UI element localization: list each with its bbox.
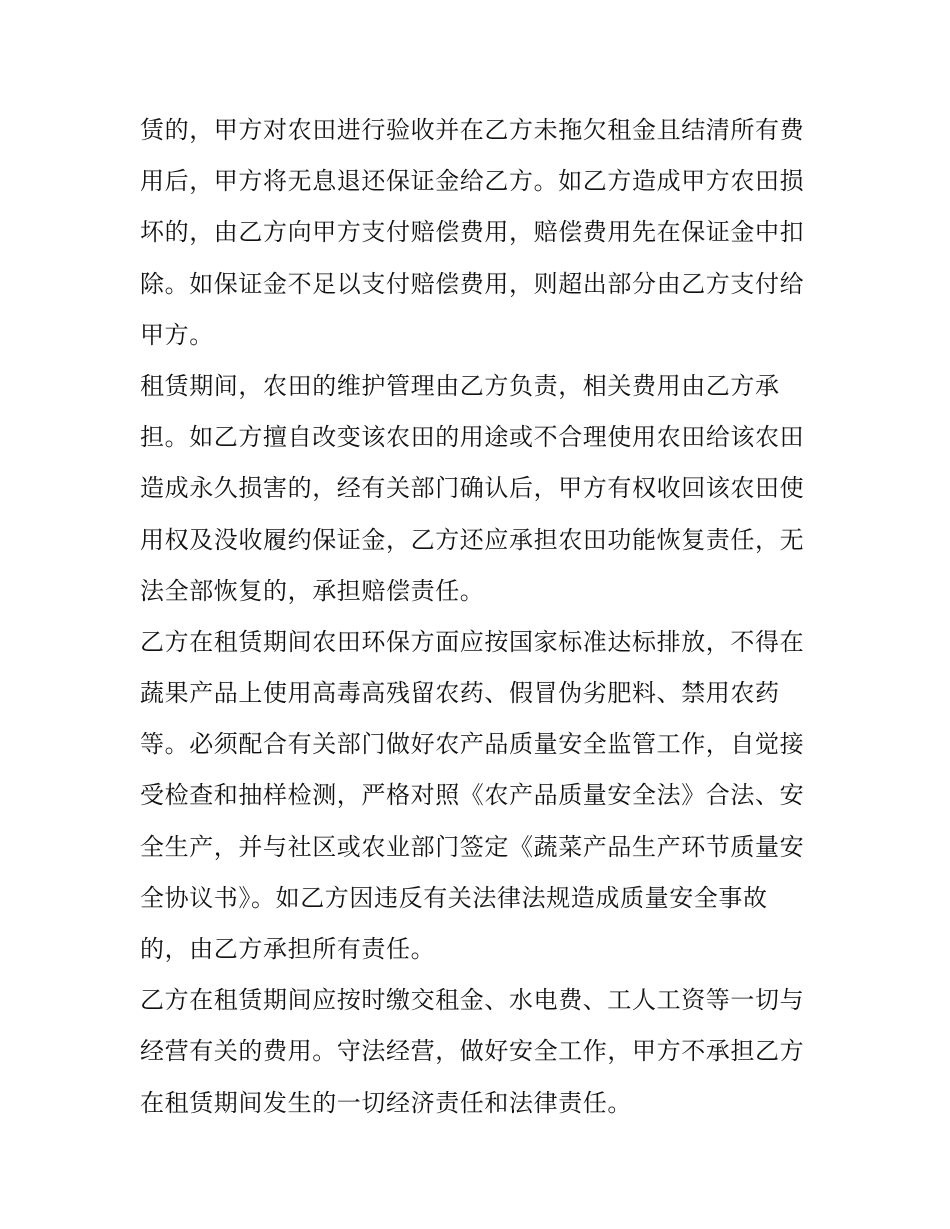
text-line: 用权及没收履约保证金，乙方还应承担农田功能恢复责任，无: [140, 525, 805, 554]
text-line: 用后，甲方将无息退还保证金给乙方。如乙方造成甲方农田损: [140, 167, 805, 196]
text-line: 法全部恢复的，承担赔偿责任。: [140, 576, 485, 605]
text-line: 在租赁期间发生的一切经济责任和法律责任。: [140, 1088, 632, 1117]
text-line: 经营有关的费用。守法经营，做好安全工作，甲方不承担乙方: [140, 1037, 805, 1066]
text-line: 等。必须配合有关部门做好农产品质量安全监管工作，自觉接: [140, 730, 805, 759]
text-line: 受检查和抽样检测，严格对照《农产品质量安全法》合法、安: [140, 781, 805, 810]
text-line: 租赁期间，农田的维护管理由乙方负责，相关费用由乙方承: [140, 371, 780, 400]
text-line: 乙方在租赁期间应按时缴交租金、水电费、工人工资等一切与: [140, 986, 805, 1015]
paragraph-environmental-safety: [140, 617, 820, 975]
document-body: [140, 105, 820, 1129]
text-line: 全生产，并与社区或农业部门签定《蔬菜产品生产环节质量安: [140, 832, 805, 861]
text-line: 担。如乙方擅自改变该农田的用途或不合理使用农田给该农田: [140, 423, 805, 452]
text-line: 蔬果产品上使用高毒高残留农药、假冒伪劣肥料、禁用农药: [140, 679, 780, 708]
paragraph-maintenance: [140, 361, 820, 617]
text-line: 的，由乙方承担所有责任。: [140, 935, 436, 963]
text-line: 除。如保证金不足以支付赔偿费用，则超出部分由乙方支付给: [140, 269, 805, 298]
text-line: 赁的，甲方对农田进行验收并在乙方未拖欠租金且结清所有费: [140, 116, 805, 144]
paragraph-deposit-refund: [140, 105, 820, 361]
text-line: 造成永久损害的，经有关部门确认后，甲方有权收回该农田使: [140, 474, 805, 503]
paragraph-fees-liability: [140, 975, 820, 1129]
text-line: 全协议书》。如乙方因违反有关法律法规造成质量安全事故: [140, 883, 768, 912]
text-line: 乙方在租赁期间农田环保方面应按国家标准达标排放，不得在: [140, 627, 805, 656]
text-line: 甲方。: [140, 320, 214, 349]
text-line: 坏的，由乙方向甲方支付赔偿费用，赔偿费用先在保证金中扣: [140, 218, 805, 247]
